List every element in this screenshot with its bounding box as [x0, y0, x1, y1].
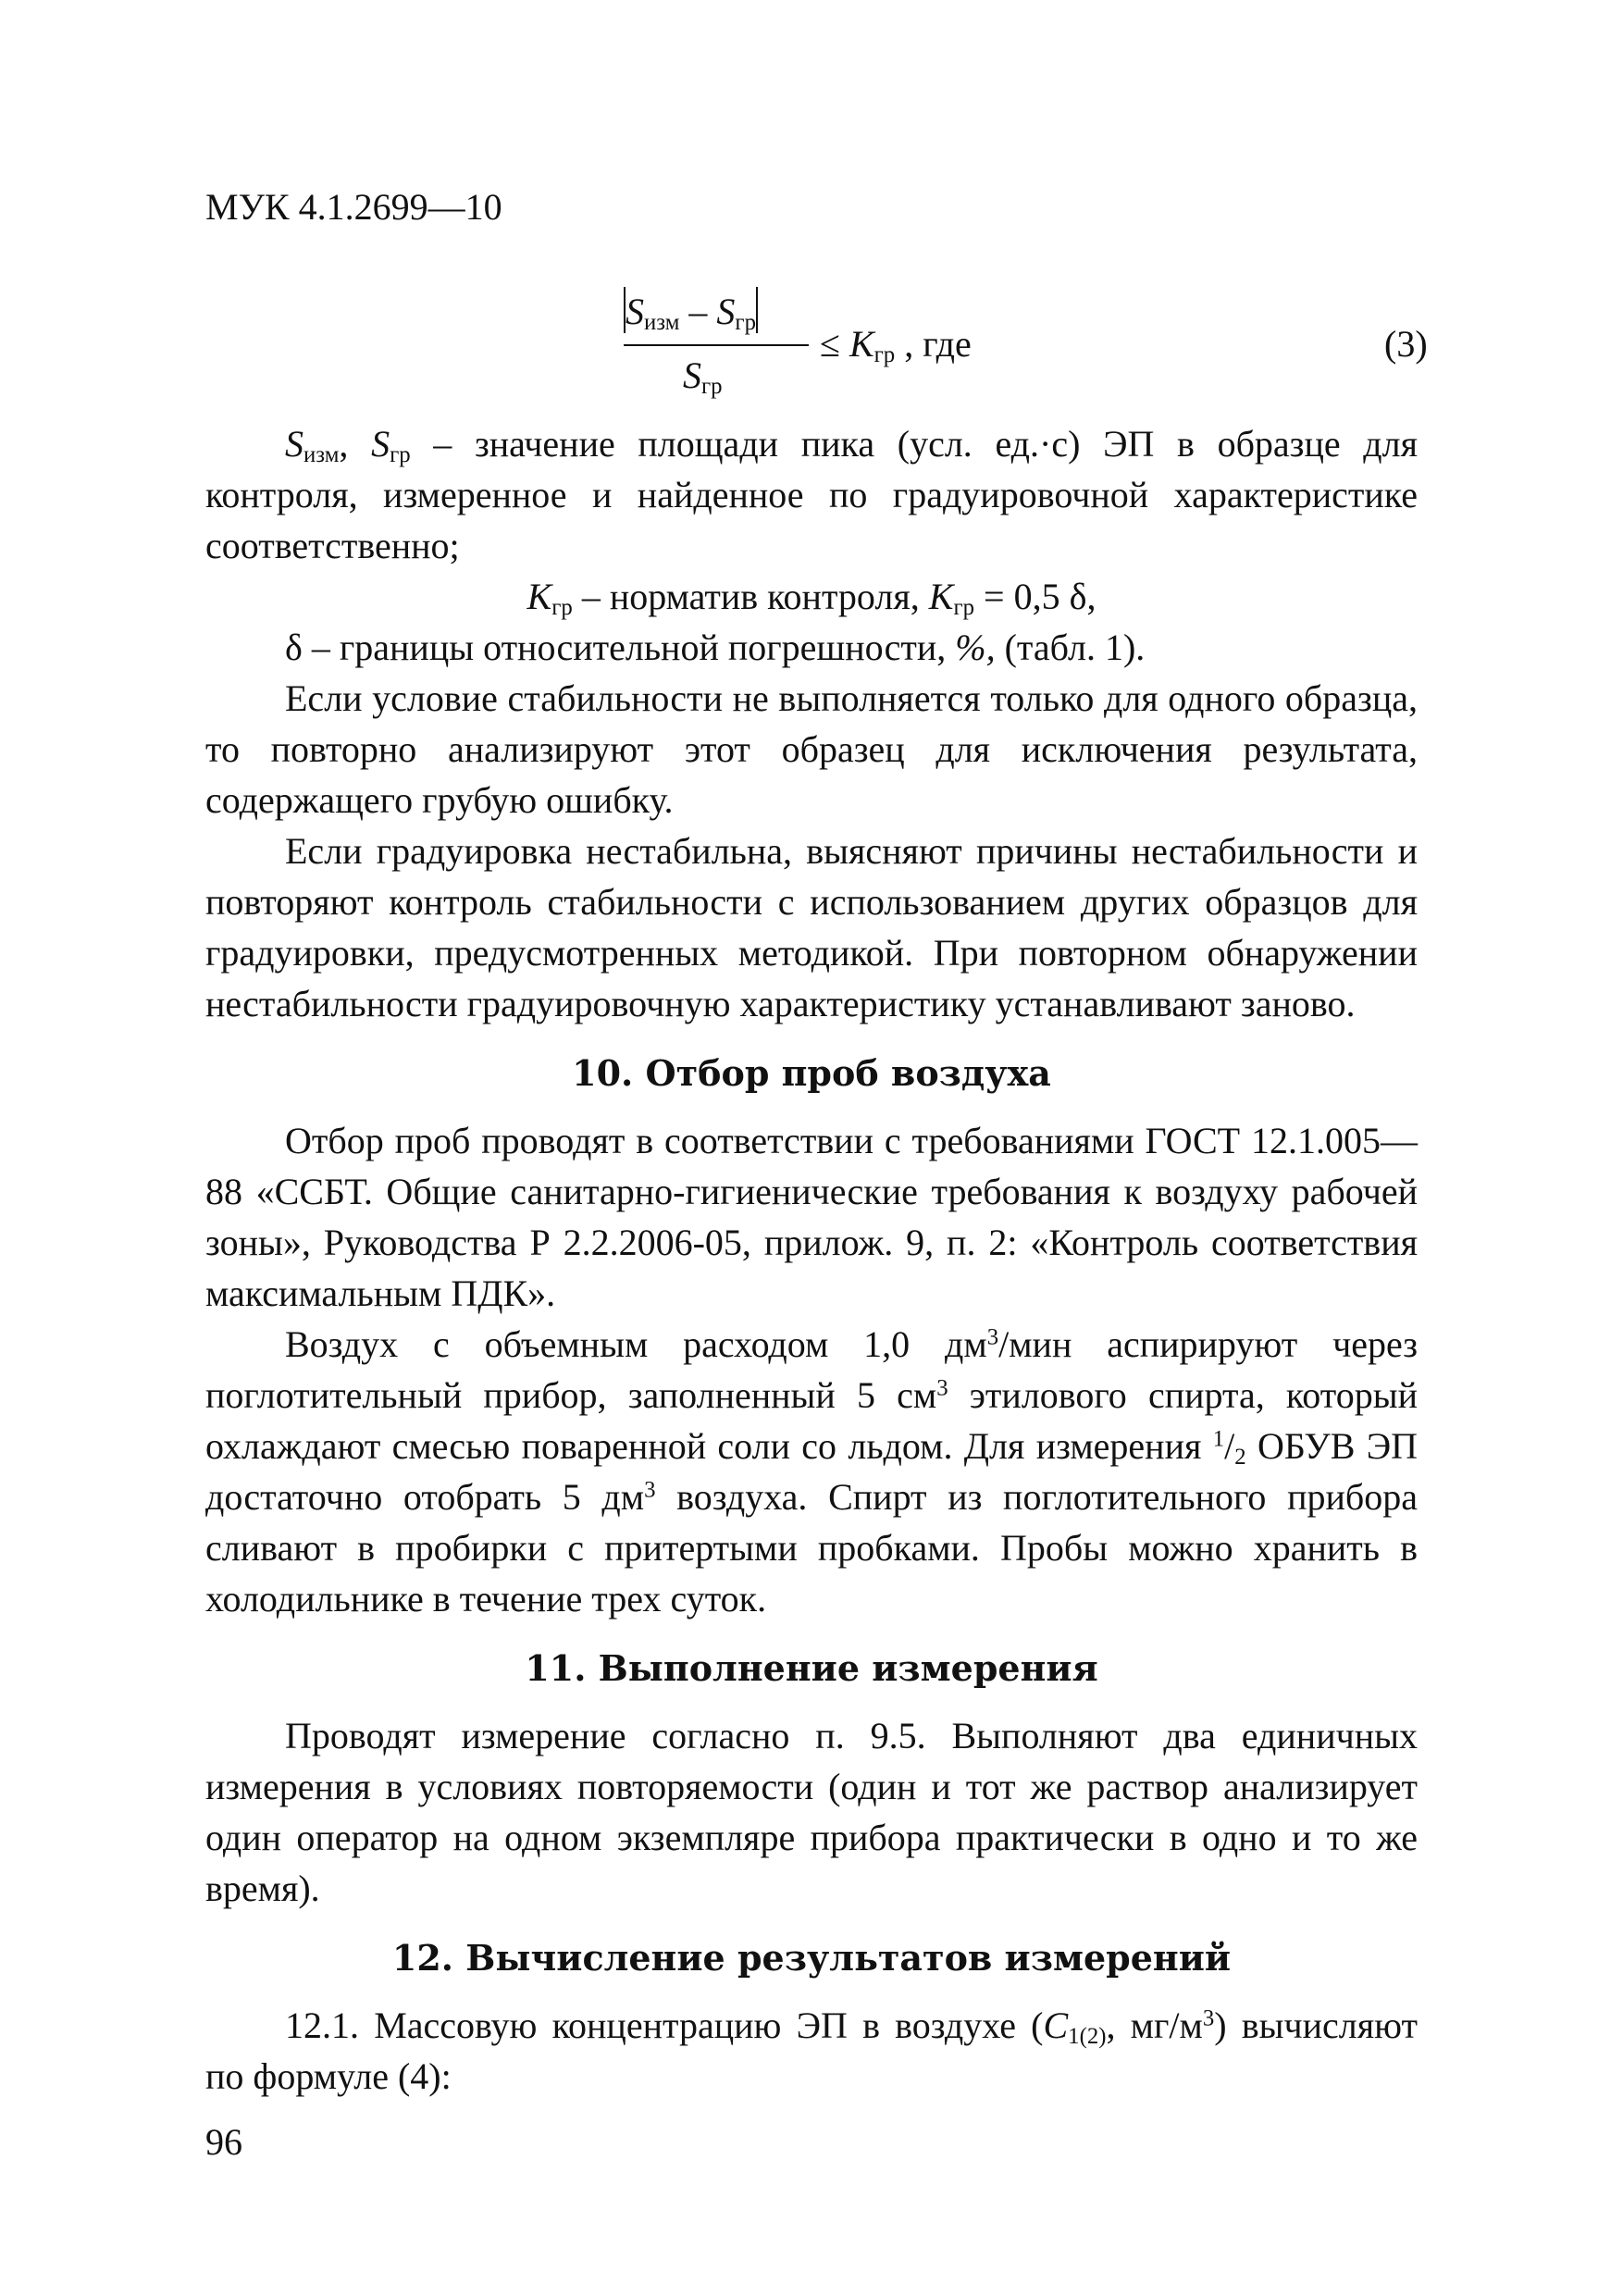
- definition-k: $K_{гр}$ – норматив контроля, $K_{гр} = 0,5$ δ,: [527, 576, 1096, 621]
- formula-3: [601, 274, 1434, 413]
- section-11-paragraph-1: Проводят измерение согласно п. 9.5. Выполняют два единичных измерения в условиях повторяемости (один и тот же раствор анализирует один оператор на одном экземпляре прибора практически в одно и то же время).: [205, 1715, 1418, 1909]
- equation-number: (3): [1384, 323, 1428, 365]
- document-body: [205, 418, 1418, 2102]
- formula-3-denominator: $S_{гр}$: [683, 354, 723, 400]
- paragraph-unstable: Если градуировка нестабильна, выясняют причины нестабильности и повторяют контроль стабильности с использованием других образцов для градуировки, предусмотренных методикой. При повторном обнаружении нестабильности градуировочную характеристику устанавливают заново.: [205, 830, 1418, 1024]
- fraction-line: [624, 344, 809, 346]
- abs-bar-right: [756, 287, 758, 333]
- formula-3-numerator: $S_{изм} - S_{гр}$: [624, 287, 758, 333]
- section-10-paragraph-2: Воздух с объемным расходом 1,0 $дм^3$/мин аспирируют через поглотительный прибор, заполненный 5 $см^3$ этилового спирта, который охлаждают смесью поваренной соли со льдом. Для измерения $^1/_2$ ОБУВ ЭП достаточно отобрать 5 $дм^3$ воздуха. Спирт из поглотительного прибора сливают в пробирки с притертыми пробками. Пробы можно хранить в холодильнике в течение трех суток.: [205, 1323, 1419, 1620]
- section-11-heading: 11. Выполнение измерения: [525, 1647, 1098, 1689]
- definition-s: $S_{изм}$, $S_{гр}$ – значение площади пика (усл. ед.·с) ЭП в образце для контроля, измеренное и найденное по градуировочной характеристике соответственно;: [205, 423, 1418, 566]
- definition-delta: δ – границы относительной погрешности, %, (табл. 1).: [285, 627, 1146, 668]
- section-10-paragraph-1: Отбор проб проводят в соответствии с требованиями ГОСТ 12.1.005—88 «ССБТ. Общие санитарно-гигиенические требования к воздуху рабочей зоны», Руководства Р 2.2.2006-05, прилож. 9, п. 2: «Контроль соответствия максимальным ПДК».: [205, 1120, 1418, 1314]
- section-12-paragraph-1: 12.1. Массовую концентрацию ЭП в воздухе ($C_{1(2)}$, $мг/м^3$) вычисляют по формуле (4):: [205, 2004, 1418, 2097]
- section-12-heading: 12. Вычисление результатов измерений: [391, 1937, 1232, 1979]
- formula-3-rhs: ≤ $K_{гр}$ , где: [820, 323, 972, 368]
- section-10-heading: 10. Отбор проб воздуха: [572, 1052, 1051, 1094]
- document-id: МУК 4.1.2699—10: [205, 186, 502, 228]
- page-number: 96: [205, 2121, 242, 2163]
- paragraph-stability-one: Если условие стабильности не выполняется только для одного образца, то повторно анализируют этот образец для исключения результата, содержащего грубую ошибку.: [205, 677, 1418, 821]
